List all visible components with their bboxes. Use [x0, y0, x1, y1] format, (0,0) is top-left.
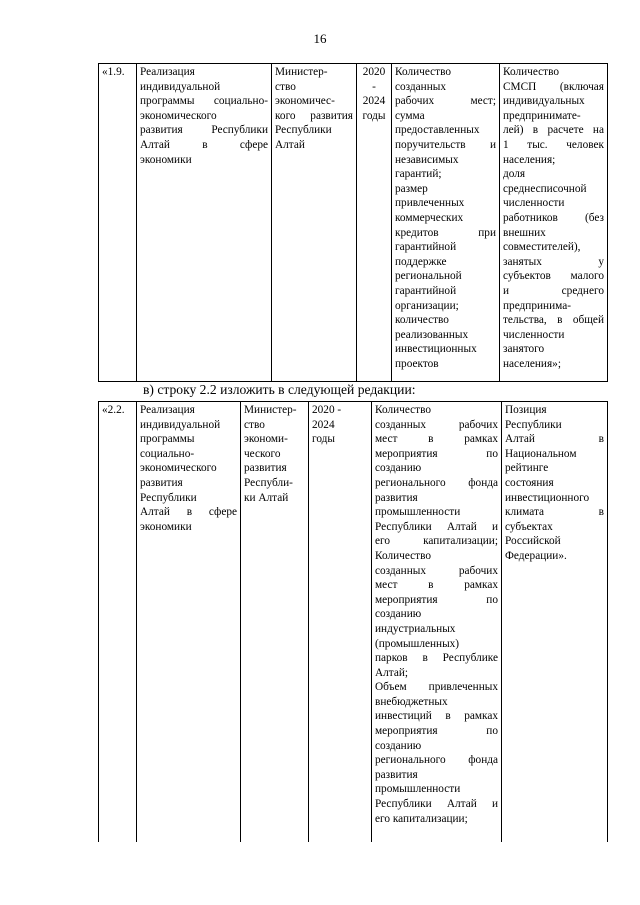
- cell-line: гарантийной: [395, 241, 457, 254]
- cell-line: Алтай в: [505, 433, 604, 446]
- measure-name: [137, 64, 272, 382]
- cell-line: мероприятия по: [375, 593, 498, 606]
- cell-line: занятых у: [503, 255, 604, 268]
- row-number: «2.2.: [99, 402, 137, 842]
- cell-line: программы социально-: [140, 95, 268, 108]
- cell-line: сумма: [395, 109, 425, 122]
- cell-line: экономического: [140, 109, 217, 122]
- cell-line: индивидуальных: [503, 95, 585, 108]
- cell-line: промышленности: [375, 783, 461, 796]
- cell-line: внешних: [503, 226, 546, 239]
- cell-line: лей) в расчете на: [503, 124, 604, 137]
- cell-line: совместителей),: [503, 241, 581, 254]
- measure-name: [137, 402, 241, 842]
- cell-line: развития: [244, 462, 287, 475]
- cell-line: гарантий;: [395, 168, 442, 181]
- indicators: [392, 64, 500, 382]
- cell-line: климата в: [505, 506, 604, 519]
- cell-line: Реализация: [140, 66, 195, 78]
- cell-line: Министер-: [275, 66, 328, 78]
- cell-line: рабочих мест;: [395, 95, 496, 108]
- cell-line: Республики: [505, 418, 562, 431]
- cell-line: привлеченных: [395, 197, 465, 210]
- cell-line: экономического: [140, 462, 217, 475]
- cell-line: годы: [312, 433, 336, 446]
- cell-line: Алтай;: [375, 666, 409, 679]
- cell-line: рейтинге: [505, 462, 549, 475]
- cell-line: 1 тыс. человек: [503, 138, 604, 151]
- cell-line: экономики: [140, 520, 192, 533]
- cell-line: инвестиционных: [395, 343, 477, 356]
- cell-line: размер: [395, 182, 428, 195]
- cell-line: парков в Республике: [375, 652, 498, 665]
- cell-line: Республики Алтай и: [375, 798, 498, 811]
- cell-line: созданию: [375, 462, 422, 475]
- cell-line: (промышленных): [375, 637, 460, 650]
- cell-line: социально-: [140, 447, 195, 460]
- cell-line: программы: [140, 433, 195, 446]
- cell-line: развития: [375, 768, 418, 781]
- cell-line: 2020: [362, 66, 386, 78]
- page-number: 16: [313, 31, 327, 46]
- cell-line: коммерческих: [395, 211, 464, 224]
- cell-line: 2024: [362, 95, 386, 108]
- cell-line: поддержке: [395, 255, 447, 268]
- cell-line: регионального фонда: [375, 476, 498, 489]
- cell-line: экономичес-: [275, 95, 335, 108]
- table-row-2-2: [98, 401, 608, 842]
- indicators: [372, 402, 502, 842]
- cell-line: ство: [244, 418, 265, 431]
- cell-line: Количество: [395, 66, 451, 78]
- cell-line: внебюджетных: [375, 695, 448, 708]
- cell-line: и среднего: [503, 284, 604, 297]
- cell-line: проектов: [395, 357, 439, 370]
- cell-line: населения»;: [503, 357, 561, 370]
- cell-line: Республики: [275, 124, 332, 137]
- cell-line: Республики: [140, 491, 197, 504]
- row-number: «1.9.: [99, 64, 137, 382]
- cell-line: Республи-: [244, 476, 293, 489]
- cell-line: занятого: [503, 343, 545, 356]
- cell-line: Алтай: [275, 138, 305, 151]
- cell-line: Республики Алтай и: [375, 520, 498, 533]
- cell-line: созданию: [375, 739, 422, 752]
- cell-line: мероприятия по: [375, 447, 498, 460]
- cell-line: развития Республики: [140, 124, 268, 137]
- cell-line: промышленности: [375, 506, 461, 519]
- cell-line: Объем привлеченных: [375, 681, 498, 694]
- cell-line: ство: [275, 80, 296, 93]
- cell-line: доля: [503, 168, 526, 181]
- cell-line: экономики: [140, 153, 192, 166]
- cell-line: мест в рамках: [375, 579, 498, 592]
- instruction-text: в) строку 2.2 изложить в следующей редакции:: [143, 382, 416, 397]
- cell-line: субъектов малого: [503, 270, 604, 283]
- cell-line: регионального фонда: [375, 754, 498, 767]
- cell-line: ки Алтай: [244, 491, 289, 504]
- cell-line: кредитов при: [395, 226, 496, 239]
- period: [357, 64, 392, 382]
- table-row-1-9: [98, 63, 608, 382]
- cell-line: мероприятия по: [375, 725, 498, 738]
- cell-line: Количество: [375, 404, 431, 416]
- cell-line: Алтай в сфере: [140, 506, 237, 519]
- executor: [272, 64, 357, 382]
- target-values: [502, 402, 608, 842]
- cell-line: СМСП (включая: [503, 80, 604, 93]
- cell-line: организации;: [395, 299, 459, 312]
- cell-line: предпринимате-: [503, 109, 581, 122]
- cell-line: региональной: [395, 270, 462, 283]
- cell-line: инвестиционного: [505, 491, 590, 504]
- cell-line: тельства, в общей: [503, 314, 604, 327]
- cell-line: его капитализации;: [375, 812, 468, 825]
- cell-line: Реализация: [140, 404, 195, 416]
- cell-line: -: [372, 80, 376, 93]
- cell-line: Федерации».: [505, 549, 567, 562]
- cell-line: 2024: [312, 418, 335, 431]
- cell-line: состояния: [505, 476, 554, 489]
- cell-line: индустриальных: [375, 622, 456, 635]
- cell-line: работников (без: [503, 211, 604, 224]
- cell-line: Алтай в сфере: [140, 138, 268, 151]
- cell-line: поручительств и: [395, 138, 496, 151]
- cell-line: индивидуальной: [140, 80, 221, 93]
- cell-line: индивидуальной: [140, 418, 221, 431]
- cell-line: предоставленных: [395, 124, 480, 137]
- cell-line: реализованных: [395, 328, 469, 341]
- cell-line: предпринима-: [503, 299, 571, 312]
- cell-line: ческого: [244, 447, 281, 460]
- cell-line: его капитализации;: [375, 535, 498, 548]
- cell-line: Позиция: [505, 404, 547, 416]
- cell-line: гарантийной: [395, 284, 457, 297]
- cell-line: созданных рабочих: [375, 418, 498, 431]
- cell-line: развития: [140, 476, 183, 489]
- cell-line: Количество: [375, 549, 431, 562]
- cell-line: численности: [503, 197, 565, 210]
- cell-line: Российской: [505, 535, 561, 548]
- executor: [241, 402, 309, 842]
- cell-line: созданных: [395, 80, 447, 93]
- cell-line: кого развития: [275, 109, 353, 122]
- cell-line: количество: [395, 314, 449, 327]
- cell-line: численности: [503, 328, 565, 341]
- cell-line: инвестиций в рамках: [375, 710, 498, 723]
- cell-line: 2020 -: [312, 404, 342, 416]
- target-values: [500, 64, 608, 382]
- cell-line: экономи-: [244, 433, 288, 446]
- cell-line: созданию: [375, 608, 422, 621]
- cell-line: годы: [362, 109, 386, 122]
- cell-line: Количество: [503, 66, 559, 78]
- period: [309, 402, 372, 842]
- cell-line: мест в рамках: [375, 433, 498, 446]
- cell-line: Министер-: [244, 404, 297, 416]
- cell-line: независимых: [395, 153, 459, 166]
- cell-line: субъектах: [505, 520, 553, 533]
- cell-line: населения;: [503, 153, 556, 166]
- cell-line: созданных рабочих: [375, 564, 498, 577]
- cell-line: среднесписочной: [503, 182, 587, 195]
- cell-line: развития: [375, 491, 418, 504]
- cell-line: Национальном: [505, 447, 577, 460]
